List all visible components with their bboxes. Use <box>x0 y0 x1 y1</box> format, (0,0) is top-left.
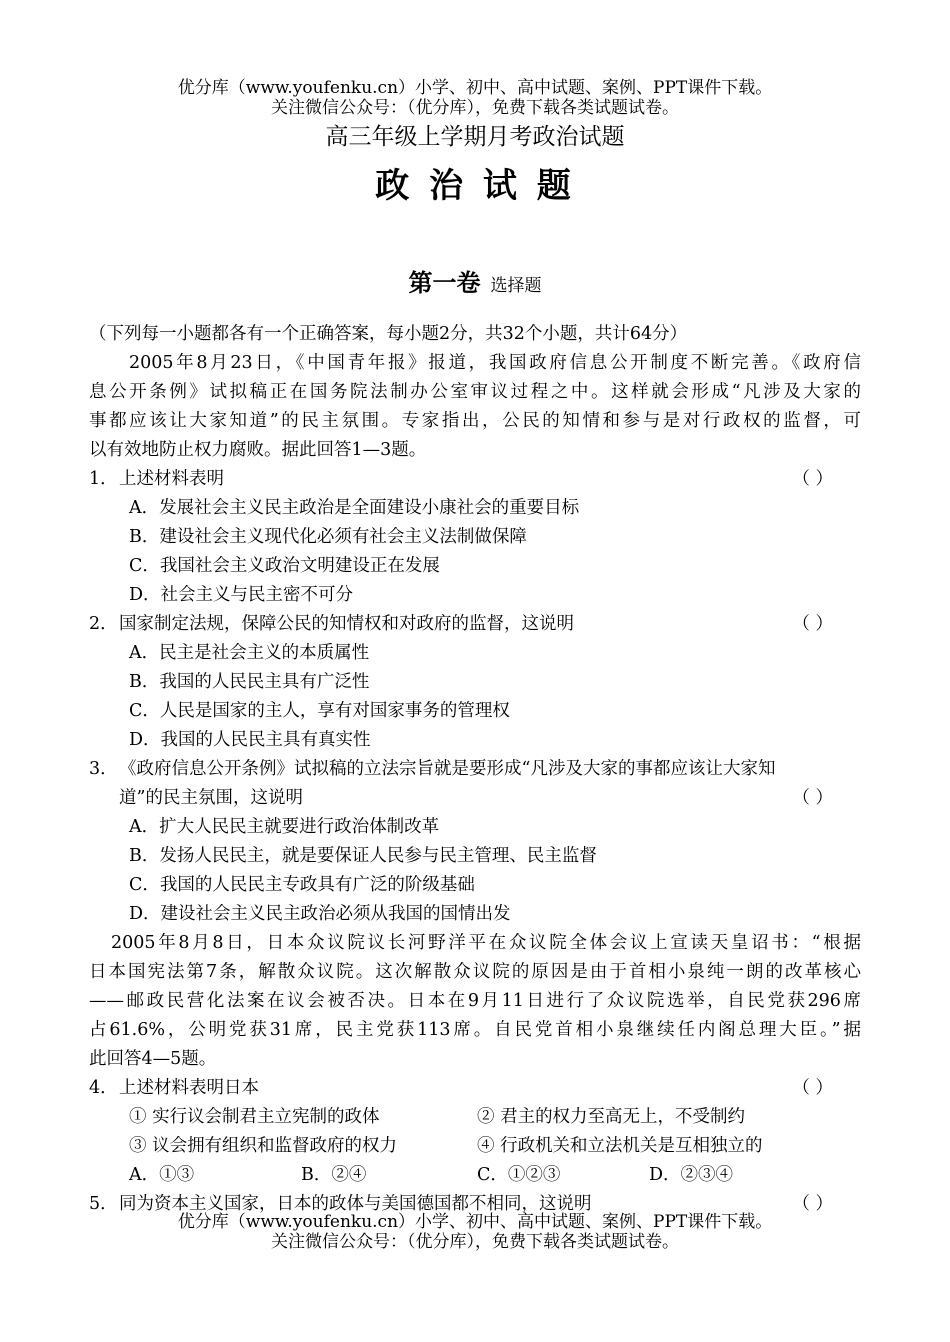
option: B．②④ <box>301 1165 367 1185</box>
question-content <box>89 320 861 1219</box>
material1-line: 以有效地防止权力腐败。据此回答1—3题。 <box>89 440 427 460</box>
statement-row <box>89 1132 861 1161</box>
option: B．我国的人民民主具有广泛性 <box>129 672 370 692</box>
option: C．我国社会主义政治文明建设正在发展 <box>129 556 440 576</box>
option: C．人民是国家的主人，享有对国家事务的管理权 <box>129 701 510 721</box>
answer-blank: （ ） <box>792 1194 833 1214</box>
answer-blank: （ ） <box>792 788 833 808</box>
material2-line: ——邮政民营化法案在议会被否决。日本在9月11日进行了众议院选举，自民党获296席 <box>89 991 861 1011</box>
question-number: 4． <box>89 1078 118 1098</box>
option: B．发扬人民民主，就是要保证人民参与民主管理、民主监督 <box>129 846 597 866</box>
question-number: 5． <box>89 1194 118 1214</box>
statement: ③ 议会拥有组织和监督政府的权力 <box>129 1136 398 1156</box>
question-4 <box>89 1074 861 1103</box>
material1-line: 事都应该让大家知道”的民主氛围。专家指出，公民的知情和参与是对行政权的监督，可 <box>89 411 861 431</box>
question-stem: 上述材料表明 <box>119 469 224 489</box>
material1-line: 2005年8月23日，《中国青年报》报道，我国政府信息公开制度不断完善。《政府信 <box>129 353 861 373</box>
question-number: 2． <box>89 614 118 634</box>
material1-line: 息公开条例》试拟稿正在国务院法制办公室审议过程之中。这样就会形成“凡涉及大家的 <box>89 382 861 402</box>
answer-blank: （ ） <box>792 614 833 634</box>
option: A．扩大人民民主就要进行政治体制改革 <box>129 817 440 837</box>
question-number: 3． <box>89 759 118 779</box>
footer-line-2: 关注微信公众号：（优分库），免费下载各类试题试卷。 <box>271 1232 679 1252</box>
option: C．①②③ <box>477 1165 561 1185</box>
question-stem: 《政府信息公开条例》试拟稿的立法宗旨就是要形成“凡涉及大家的事都应该让大家知 <box>119 759 776 779</box>
question-stem: 上述材料表明日本 <box>119 1078 259 1098</box>
option: C．我国的人民民主专政具有广泛的阶级基础 <box>129 875 475 895</box>
answer-blank: （ ） <box>792 1078 833 1098</box>
question-stem: 道”的民主氛围，这说明 <box>119 788 303 808</box>
option: B．建设社会主义现代化必须有社会主义法制做保障 <box>129 527 527 547</box>
option: D．社会主义与民主密不可分 <box>129 585 354 605</box>
option: A．发展社会主义民主政治是全面建设小康社会的重要目标 <box>129 498 580 518</box>
instruction: （下列每一小题都各有一个正确答案，每小题2分，共32个小题，共计64分） <box>89 324 688 344</box>
option: A．①③ <box>129 1165 195 1185</box>
statement: ④ 行政机关和立法机关是互相独立的 <box>477 1136 763 1156</box>
question-2 <box>89 610 861 639</box>
material2-line: 占61.6%，公明党获31席，民主党获113席。自民党首相小泉继续任内阁总理大臣。”据 <box>89 1020 861 1040</box>
question-stem: 国家制定法规，保障公民的知情权和对政府的监督，这说明 <box>119 614 574 634</box>
question-number: 1． <box>89 469 118 489</box>
option: A．民主是社会主义的本质属性 <box>129 643 370 663</box>
answer-blank: （ ） <box>792 469 833 489</box>
material2-line: 此回答4—5题。 <box>89 1049 217 1069</box>
section-main: 第一卷 <box>408 268 481 297</box>
footer-line-1: 优分库（www.youfenku.cn）小学、初中、高中试题、案例、PPT课件下载。 <box>177 1212 773 1232</box>
answer-row <box>89 1161 861 1190</box>
exam-title: 高三年级上学期月考政治试题 <box>325 124 625 150</box>
question-stem: 同为资本主义国家，日本的政体与美国德国都不相同，这说明 <box>119 1194 592 1214</box>
option: D．②③④ <box>649 1165 734 1185</box>
question-1 <box>89 465 861 494</box>
material2-line: 日本国宪法第7条，解散众议院。这次解散众议院的原因是由于首相小泉纯一朗的改革核心 <box>89 962 861 982</box>
section-heading <box>0 263 950 298</box>
question-3-cont <box>89 784 861 813</box>
material2-line: 2005年8月8日，日本众议院议长河野洋平在众议院全体会议上宣读天皇诏书：“根据 <box>111 933 861 953</box>
section-sub: 选择题 <box>490 276 542 296</box>
header-line-2: 关注微信公众号：（优分库），免费下载各类试题试卷。 <box>271 98 679 118</box>
statement: ① 实行议会制君主立宪制的政体 <box>129 1107 380 1127</box>
option: D．建设社会主义民主政治必须从我国的国情出发 <box>129 904 511 924</box>
question-3 <box>89 755 861 784</box>
statement-row <box>89 1103 861 1132</box>
option: D．我国的人民民主具有真实性 <box>129 730 371 750</box>
exam-subtitle: 政 治 试 题 <box>375 166 575 206</box>
header-line-1: 优分库（www.youfenku.cn）小学、初中、高中试题、案例、PPT课件下载。 <box>177 78 773 98</box>
statement: ② 君主的权力至高无上，不受制约 <box>477 1107 746 1127</box>
